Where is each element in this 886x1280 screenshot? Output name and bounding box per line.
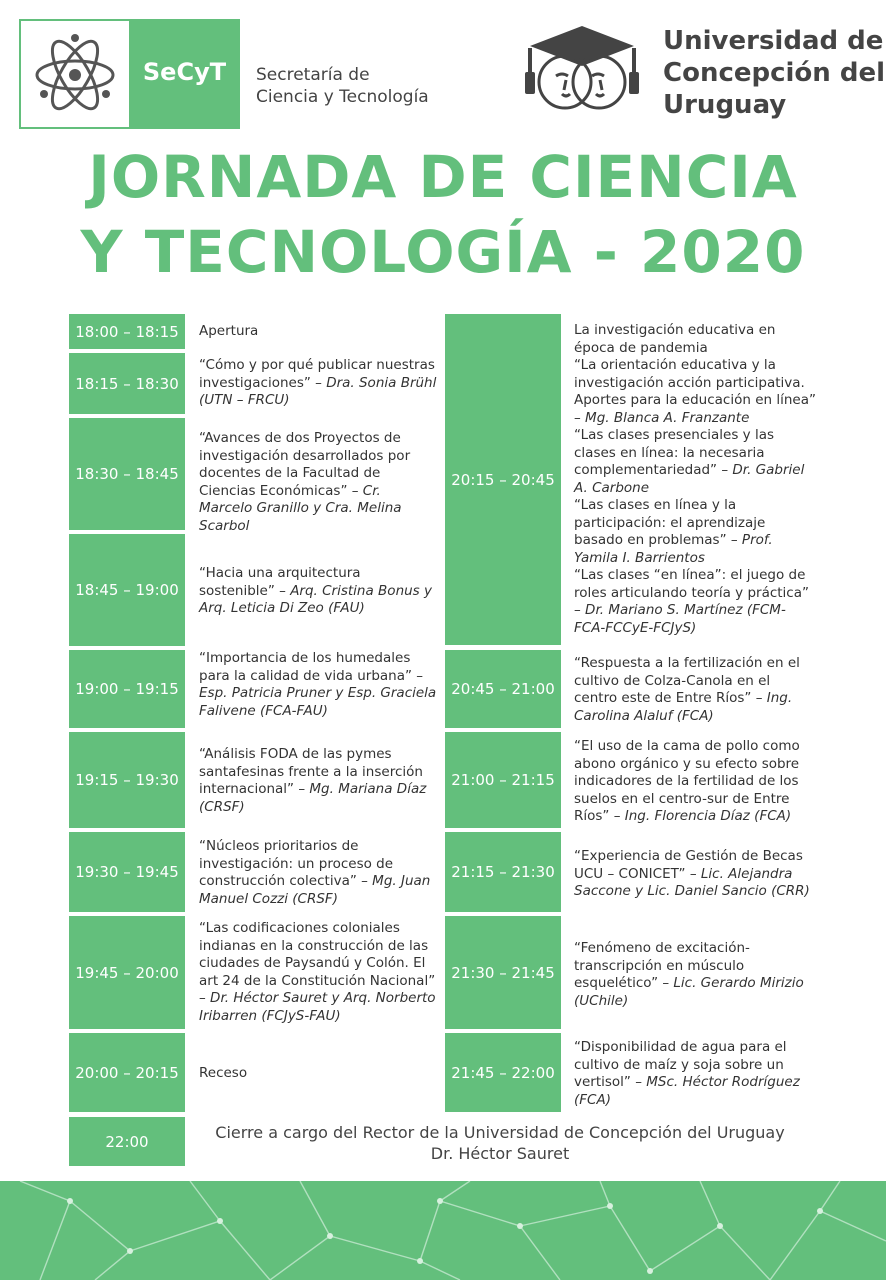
university-logo-icon <box>522 22 642 114</box>
closing-line2: Dr. Héctor Sauret <box>430 1144 570 1163</box>
session-description <box>574 940 816 1010</box>
session-description <box>199 1065 437 1083</box>
session-author: Mg. Blanca A. Franzante <box>585 409 750 426</box>
session-text: “Análisis FODA de las pymes santafesinas frente a la inserción internacional” – <box>199 746 423 797</box>
session-description <box>199 838 437 908</box>
time-slot: 18:45 – 19:00 <box>69 534 185 646</box>
session-author: Esp. Patricia Pruner y Esp. Graciela Falivene (FCA-FAU) <box>199 685 437 719</box>
session-author: Mg. Mariana Díaz (CRSF) <box>199 781 427 815</box>
session-text: “Cómo y por qué publicar nuestras investigaciones” – <box>199 357 435 391</box>
session-text: “Las codificaciones coloniales indianas en la construcción de las ciudades de Paysandú y Colón. El art 24 de la Constitución Nacional” – <box>199 920 436 1006</box>
atom-icon <box>28 28 122 122</box>
session-description <box>199 357 437 410</box>
page-title-line1: JORNADA DE CIENCIA <box>88 143 798 211</box>
session-text: “Hacia una arquitectura sostenible” – <box>199 565 361 599</box>
time-slot: 18:15 – 18:30 <box>69 353 185 414</box>
time-slot: 20:00 – 20:15 <box>69 1033 185 1112</box>
session-author: Mg. Juan Manuel Cozzi (CRSF) <box>199 873 431 907</box>
session-text: “Disponibilidad de agua para el cultivo de maíz y soja sobre un vertisol” – <box>574 1039 787 1090</box>
session-author: Ing. Carolina Alaluf (FCA) <box>574 690 793 724</box>
session-author: Dr. Mariano S. Martínez (FCM-FCA-FCCyE-FCJyS) <box>574 602 786 636</box>
network-pattern <box>0 1181 886 1280</box>
session-description <box>574 322 816 637</box>
time-slot: 20:15 – 20:45 <box>445 314 561 645</box>
session-author: Lic. Gerardo Mirizio (UChile) <box>574 975 804 1009</box>
session-text: “Experiencia de Gestión de Becas UCU – CONICET” – <box>574 848 803 882</box>
session-description <box>199 323 437 341</box>
time-slot: 19:15 – 19:30 <box>69 732 185 828</box>
time-slot: 21:00 – 21:15 <box>445 732 561 828</box>
university-name <box>663 25 885 121</box>
session-description <box>574 1039 816 1109</box>
time-slot: 21:30 – 21:45 <box>445 916 561 1029</box>
time-slot: 21:45 – 22:00 <box>445 1033 561 1112</box>
session-author: Dr. Héctor Sauret y Arq. Norberto Iribarren (FCJyS-FAU) <box>199 990 436 1024</box>
session-author: Dr. Gabriel A. Carbone <box>574 462 805 496</box>
secyt-name-line2: Ciencia y Tecnología <box>256 87 429 107</box>
closing-time: 22:00 <box>69 1117 185 1166</box>
time-slot: 19:45 – 20:00 <box>69 916 185 1029</box>
session-description <box>199 746 437 816</box>
session-text: “El uso de la cama de pollo como abono orgánico y su efecto sobre indicadores de la fertilidad de los suelos en el centro-sur de Entre Ríos” – <box>574 738 800 824</box>
secyt-name <box>256 64 429 108</box>
university-name-line1: Universidad de <box>663 26 884 56</box>
time-slot: 19:30 – 19:45 <box>69 832 185 912</box>
session-author: Arq. Cristina Bonus y Arq. Leticia Di Zeo (FAU) <box>199 582 432 616</box>
time-slot: 19:00 – 19:15 <box>69 650 185 728</box>
session-description <box>574 848 816 901</box>
session-text: “Núcleos prioritarios de investigación: un proceso de construcción colectiva” – <box>199 838 394 889</box>
session-author: Prof. Yamila I. Barrientos <box>574 532 773 566</box>
session-author: Ing. Florencia Díaz (FCA) <box>624 808 792 824</box>
session-description <box>199 920 437 1025</box>
session-text: “Importancia de los humedales para la calidad de vida urbana” – <box>199 650 424 684</box>
session-description <box>199 565 437 618</box>
session-author: Cr. Marcelo Granillo y Cra. Melina Scarbol <box>199 482 402 534</box>
session-text: “Las clases “en línea”: el juego de roles articulando teoría y práctica” – <box>574 567 809 618</box>
time-slot: 18:00 – 18:15 <box>69 314 185 349</box>
university-name-line2: Concepción del <box>663 58 886 88</box>
closing-text <box>190 1122 810 1164</box>
time-slot: 18:30 – 18:45 <box>69 418 185 530</box>
session-text: Apertura <box>199 323 259 339</box>
session-text: La investigación educativa en época de pandemia “La orientación educativa y la investigación acción participativa. Aportes para la educación en línea” – <box>574 322 816 426</box>
secyt-logo-text: SeCyT <box>142 58 227 86</box>
session-text: “Respuesta a la fertilización en el cultivo de Colza-Canola en el centro este de Entre Ríos” – <box>574 655 800 706</box>
page-title-line2: Y TECNOLOGÍA - 2020 <box>80 218 806 286</box>
session-author: MSc. Héctor Rodríguez (FCA) <box>574 1074 800 1108</box>
session-author: Dra. Sonia Brühl (UTN – FRCU) <box>199 374 437 408</box>
session-text: “Las clases presenciales y las clases en línea: la necesaria complementariedad” – <box>574 427 774 478</box>
session-text: “Avances de dos Proyectos de investigación desarrollados por docentes de la Facultad de Ciencias Económicas” – <box>199 430 411 499</box>
secyt-name-line1: Secretaría de <box>256 65 370 85</box>
session-text: “Fenómeno de excitación-transcripción en músculo esquelético” – <box>574 940 750 991</box>
closing-line1: Cierre a cargo del Rector de la Universidad de Concepción del Uruguay <box>215 1123 785 1142</box>
session-text: “Las clases en línea y la participación: el aprendizaje basado en problemas” – <box>574 497 766 548</box>
session-author: Lic. Alejandra Saccone y Lic. Daniel Sancio (CRR) <box>574 865 810 899</box>
university-name-line3: Uruguay <box>663 90 787 120</box>
time-slot: 20:45 – 21:00 <box>445 650 561 728</box>
session-description <box>574 655 816 725</box>
time-slot: 21:15 – 21:30 <box>445 832 561 912</box>
footer-band <box>0 1181 886 1280</box>
session-description <box>574 738 816 826</box>
session-description <box>199 430 437 535</box>
session-description <box>199 650 437 720</box>
session-text: Receso <box>199 1065 248 1081</box>
